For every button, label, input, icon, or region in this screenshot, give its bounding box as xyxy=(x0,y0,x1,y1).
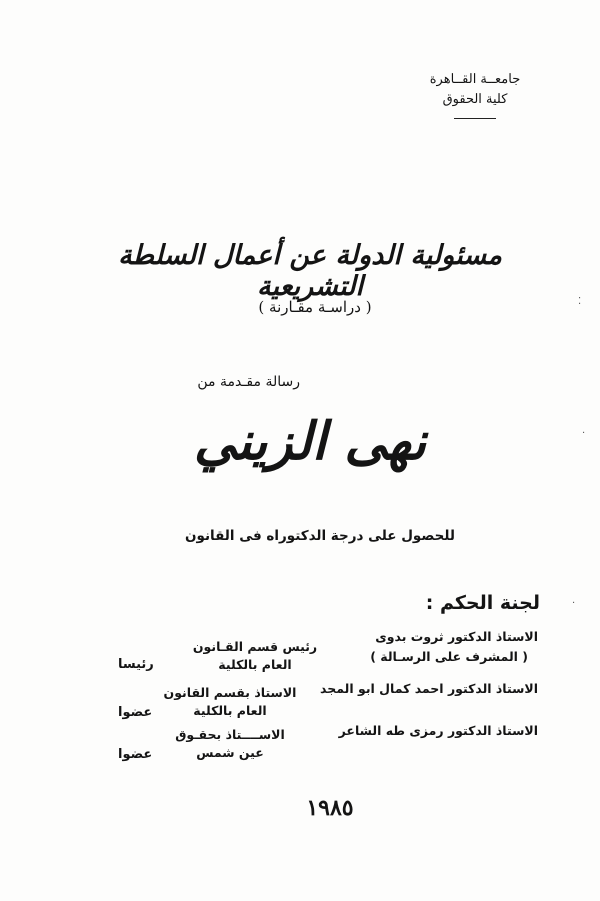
role-line: رئيس قسم القـانون xyxy=(192,639,318,654)
role-line: العام بالكلية xyxy=(193,703,267,718)
committee-member-name: الاستاذ الدكتور رمزى طه الشاعر xyxy=(338,723,538,738)
role-line: الاستاذ بقسم القانون xyxy=(163,685,297,700)
committee-member-name: الاستاذ الدكتور ثروت بدوى xyxy=(375,629,538,644)
thesis-title: مسئولية الدولة عن أعمال السلطة التشريعية xyxy=(118,240,502,302)
year: ١٩٨٥ xyxy=(306,795,354,821)
thesis-subtitle: ( دراسـة مقـارنة ) xyxy=(258,298,372,316)
committee-member-role xyxy=(160,726,300,762)
scan-speck: · xyxy=(582,428,586,439)
committee-member-role xyxy=(160,684,300,720)
committee-member-note: ( المشرف على الرسـالة ) xyxy=(370,649,528,664)
role-line: العام بالكلية xyxy=(218,657,292,672)
institution-block xyxy=(405,70,545,119)
committee-member-status: رئيسا xyxy=(118,657,154,672)
committee-member-name: الاستاذ الدكتور احمد كمال ابو المجد xyxy=(320,681,538,696)
scan-speck: ⁚ xyxy=(578,296,582,307)
committee-member-status: عضوا xyxy=(118,747,153,762)
faculty-name: كلية الحقوق xyxy=(442,92,508,107)
author-name: نهى الزيني xyxy=(193,411,427,472)
committee-heading: لجنة الحكم : xyxy=(425,592,540,614)
university-name: جامعــة القــاهرة xyxy=(429,72,521,87)
presented-by-label: رسالة مقـدمة من xyxy=(197,374,300,390)
header-divider xyxy=(454,118,496,119)
role-line: الاســــتاذ بحقـوق xyxy=(175,727,285,742)
committee-member-status: عضوا xyxy=(118,705,153,720)
committee-member-role xyxy=(190,638,320,674)
scan-speck: · xyxy=(572,598,576,609)
role-line: عين شمس xyxy=(196,745,264,760)
degree-statement: للحصول على درجة الدكتوراه فى القانون xyxy=(184,528,455,544)
